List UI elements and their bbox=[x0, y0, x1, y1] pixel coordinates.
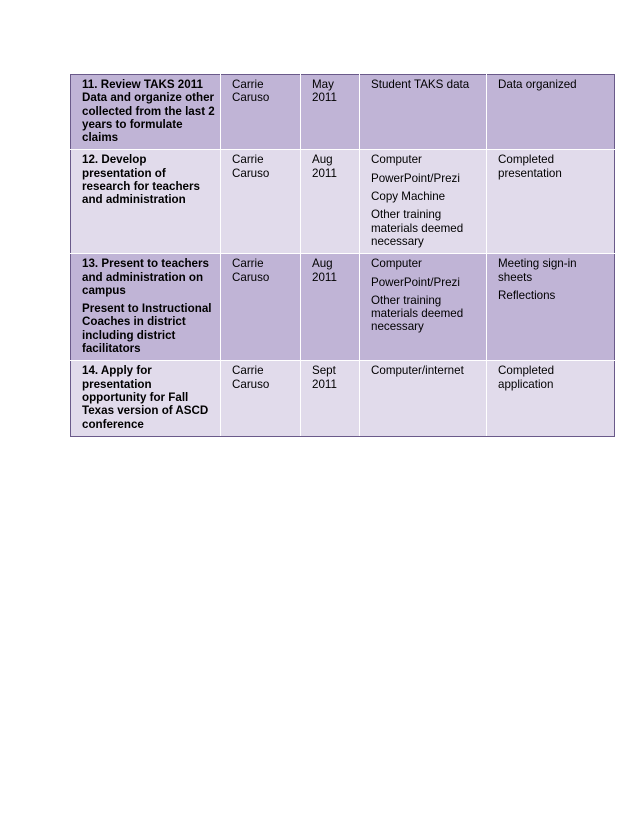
resource-text: Student TAKS data bbox=[371, 78, 470, 91]
evidence-text: Meeting sign-in sheets bbox=[498, 257, 577, 284]
evidence-cell bbox=[487, 150, 615, 254]
evidence-cell bbox=[487, 361, 615, 436]
task-cell bbox=[71, 150, 221, 254]
person-text: Carrie Caruso bbox=[232, 364, 270, 391]
table-row bbox=[71, 254, 615, 361]
resources-cell bbox=[360, 361, 487, 436]
date-text: Sept 2011 bbox=[312, 364, 337, 391]
resource-text: Copy Machine bbox=[371, 190, 446, 204]
evidence-cell bbox=[487, 254, 615, 361]
task-text: Present to Instructional Coaches in district including district facilitators bbox=[82, 302, 212, 356]
person-cell bbox=[221, 361, 301, 436]
person-cell bbox=[221, 150, 301, 254]
date-cell bbox=[301, 75, 360, 150]
table-row bbox=[71, 150, 615, 254]
date-cell bbox=[301, 150, 360, 254]
table-row bbox=[71, 75, 615, 150]
action-plan-table bbox=[70, 74, 615, 437]
person-text: Carrie Caruso bbox=[232, 257, 270, 284]
date-text: Aug 2011 bbox=[312, 257, 337, 284]
date-cell bbox=[301, 254, 360, 361]
task-cell bbox=[71, 254, 221, 361]
resource-text: PowerPoint/Prezi bbox=[371, 171, 460, 185]
resource-text: Other training materials deemed necessary bbox=[371, 293, 464, 334]
task-text: 14. Apply for presentation opportunity for Fall Texas version of ASCD conference bbox=[82, 364, 209, 431]
date-text: Aug 2011 bbox=[312, 153, 337, 180]
person-cell bbox=[221, 75, 301, 150]
resources-cell bbox=[360, 150, 487, 254]
person-text: Carrie Caruso bbox=[232, 153, 270, 180]
task-text: 13. Present to teachers and administration on campus bbox=[82, 257, 209, 297]
evidence-text: Reflections bbox=[498, 288, 556, 302]
resource-text: Computer/internet bbox=[371, 364, 464, 378]
resource-text: Computer bbox=[371, 257, 422, 271]
date-text: May 2011 bbox=[312, 78, 337, 105]
evidence-cell bbox=[487, 75, 615, 150]
task-cell bbox=[71, 75, 221, 150]
person-text: Carrie Caruso bbox=[232, 78, 270, 105]
resources-cell bbox=[360, 75, 487, 150]
table-row bbox=[71, 361, 615, 436]
evidence-text: Completed presentation bbox=[498, 153, 562, 180]
evidence-text: Data organized bbox=[498, 78, 577, 91]
resource-text: PowerPoint/Prezi bbox=[371, 275, 460, 289]
resource-text: Computer bbox=[371, 153, 422, 167]
evidence-text: Completed application bbox=[498, 364, 555, 391]
task-text: 12. Develop presentation of research for teachers and administration bbox=[82, 153, 200, 207]
resources-cell bbox=[360, 254, 487, 361]
task-text: 11. Review TAKS 2011 Data and organize other collected from the last 2 years to formulate claims bbox=[82, 78, 215, 145]
task-cell bbox=[71, 361, 221, 436]
person-cell bbox=[221, 254, 301, 361]
date-cell bbox=[301, 361, 360, 436]
resource-text: Other training materials deemed necessary bbox=[371, 208, 464, 248]
